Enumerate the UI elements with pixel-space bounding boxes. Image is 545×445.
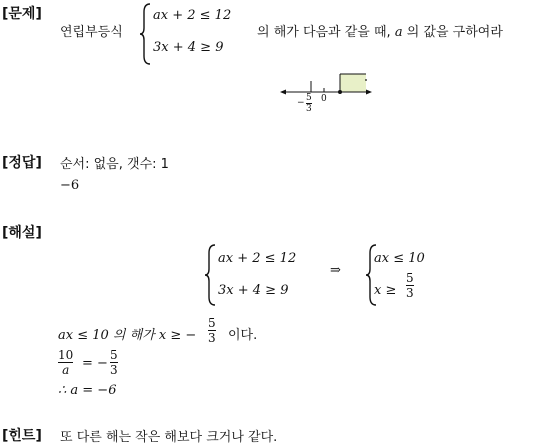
explanation-system-b — [364, 243, 454, 307]
answer-label: [정답] — [2, 155, 42, 171]
exp-line1-right: 이다. — [228, 328, 258, 343]
exp-sysB-eq2-left: x ≥ — [374, 283, 397, 298]
exp-line2-fraction-b — [110, 348, 118, 377]
line2-frac-num: 10 — [58, 348, 74, 362]
exp-line2-fraction-a — [58, 348, 73, 377]
line1-frac-den: 3 — [208, 331, 216, 345]
exp-line1-left: ax ≤ 10 의 해가 x ≥ − — [58, 328, 197, 343]
problem-eq2: 3x + 4 ≥ 9 — [153, 40, 224, 55]
exp-sysA-eq2: 3x + 4 ≥ 9 — [218, 283, 289, 298]
nl-zero: 0 — [321, 94, 327, 104]
implies-arrow-icon: ⇒ — [330, 263, 341, 278]
problem-intro: 연립부등식 — [60, 25, 123, 40]
nl-frac-den: 3 — [306, 104, 312, 114]
question-post: 의 값을 구하여라 — [402, 25, 503, 40]
hint-label: [힌트] — [2, 428, 42, 444]
nl-neg-sign: − — [297, 98, 305, 108]
hint-text: 또 다른 해는 작은 해보다 크거나 같다. — [60, 430, 278, 445]
answer-line1: 순서: 없음, 갯수: 1 — [60, 157, 169, 172]
left-brace-icon — [203, 243, 217, 307]
sysB-frac-den: 3 — [406, 286, 414, 300]
line2-frac-den2: 3 — [110, 363, 118, 377]
problem-label: [문제] — [2, 6, 42, 22]
explanation-system-a — [203, 243, 313, 307]
exp-sysA-eq1: ax + 2 ≤ 12 — [218, 251, 297, 266]
exp-line3: ∴ a = −6 — [58, 383, 117, 398]
explanation-label: [해설] — [2, 225, 42, 241]
problem-eq1: ax + 2 ≤ 12 — [153, 8, 232, 23]
exp-sysB-eq1: ax ≤ 10 — [374, 251, 425, 266]
exp-sysB-fraction — [406, 271, 414, 300]
exp-line2 — [58, 348, 178, 382]
exp-line2-mid: = − — [82, 356, 108, 371]
problem-system — [138, 2, 248, 66]
question-var: a — [394, 25, 403, 40]
question-pre: 의 해가 다음과 같을 때, — [257, 25, 395, 40]
number-line-graphic — [280, 68, 372, 116]
nl-frac-num: 5 — [306, 93, 312, 103]
line2-frac-num2: 5 — [110, 348, 118, 362]
problem-question — [257, 21, 503, 40]
left-brace-icon — [138, 2, 152, 66]
number-line — [280, 68, 372, 116]
sysB-frac-num: 5 — [406, 271, 414, 285]
line2-frac-den: a — [62, 363, 70, 377]
line1-frac-num: 5 — [208, 316, 216, 330]
answer-line2: −6 — [60, 178, 80, 193]
nl-fraction — [306, 93, 312, 114]
exp-line1-fraction — [208, 316, 216, 345]
